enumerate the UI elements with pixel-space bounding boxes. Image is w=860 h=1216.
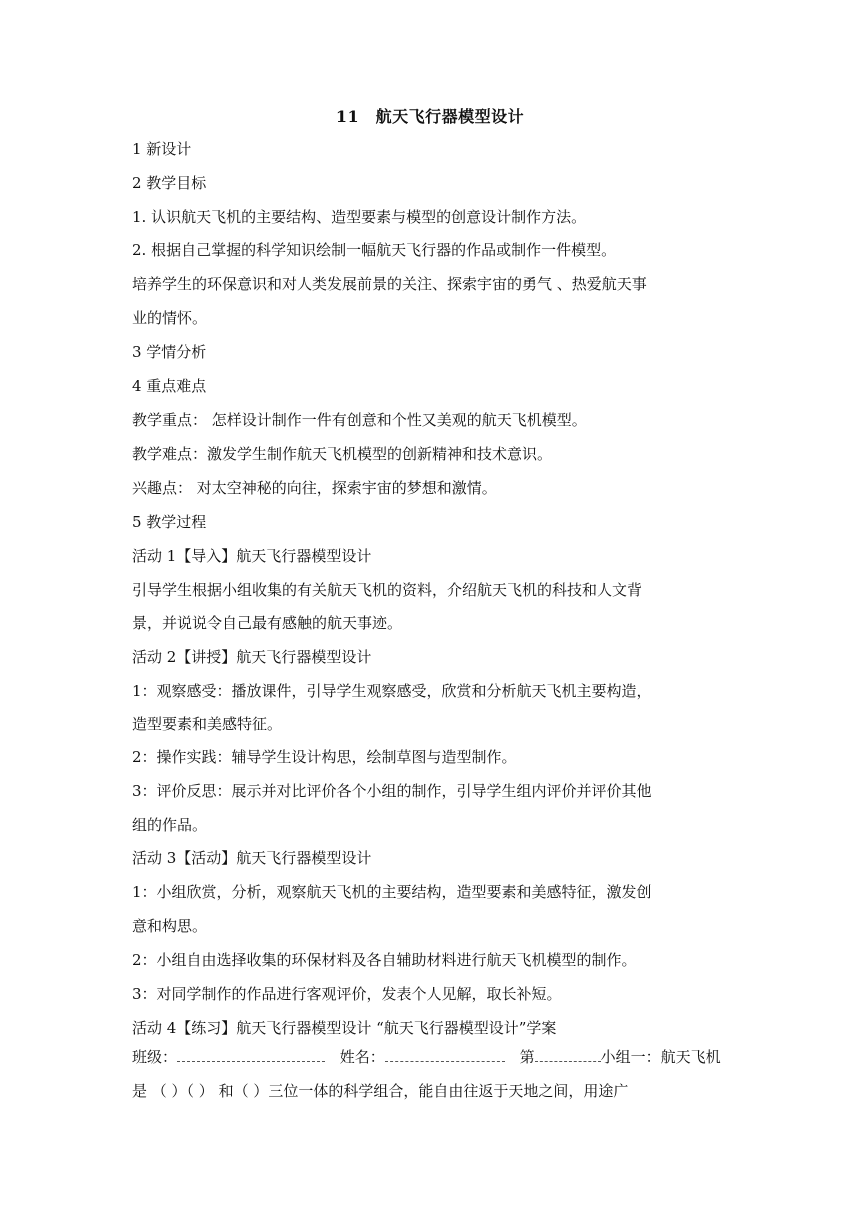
text-line: 3：对同学制作的作品进行客观评价，发表个人见解，取长补短。: [132, 985, 562, 1003]
text-line: 引导学生根据小组收集的有关航天飞机的资料，介绍航天飞机的科技和人文背: [132, 581, 643, 599]
text-line: 活动 4【练习】航天飞行器模型设计 “航天飞行器模型设计”学案: [132, 1019, 557, 1037]
text-line: 1：小组欣赏，分析，观察航天飞机的主要结构，造型要素和美感特征，激发创: [132, 883, 652, 901]
text-line: 1 新设计: [132, 140, 192, 158]
text-line: 意和构思。: [132, 917, 208, 935]
text-line: 景，并说说令自己最有感触的航天事迹。: [132, 614, 403, 632]
text-line: 活动 2【讲授】航天飞行器模型设计: [132, 648, 372, 666]
group-prefix: 第: [519, 1048, 535, 1066]
text-line: 4 重点难点: [132, 377, 207, 395]
text-line: 是 （ ）（ ） 和（ ）三位一体的科学组合，能自由往返于天地之间，用途广: [132, 1082, 629, 1100]
name-blank[interactable]: [385, 1047, 505, 1062]
text-line: 活动 1【导入】航天飞行器模型设计: [132, 547, 372, 565]
name-label: 姓名：: [339, 1048, 385, 1066]
worksheet-form-line: [132, 1045, 732, 1069]
text-line: 1. 认识航天飞机的主要结构、造型要素与模型的创意设计制作方法。: [132, 208, 587, 226]
text-line: 2. 根据自己掌握的科学知识绘制一幅航天飞行器的作品或制作一件模型。: [132, 241, 617, 259]
text-line: 2：操作实践：辅导学生设计构思，绘制草图与造型制作。: [132, 748, 517, 766]
group-blank[interactable]: [535, 1047, 601, 1062]
document-title: 11 航天飞行器模型设计: [335, 107, 525, 126]
text-line: 3 学情分析: [132, 343, 207, 361]
text-line: 活动 3【活动】航天飞行器模型设计: [132, 849, 372, 867]
text-line: 教学重点： 怎样设计制作一件有创意和个性又美观的航天飞机模型。: [132, 411, 587, 429]
text-line: 组的作品。: [132, 816, 208, 834]
class-blank[interactable]: [177, 1047, 325, 1062]
text-line: 兴趣点： 对太空神秘的向往，探索宇宙的梦想和激情。: [132, 479, 497, 497]
text-line: 2：小组自由选择收集的环保材料及各自辅助材料进行航天飞机模型的制作。: [132, 951, 637, 969]
text-line: 1：观察感受：播放课件，引导学生观察感受，欣赏和分析航天飞机主要构造，: [132, 682, 652, 700]
text-line: 2 教学目标: [132, 174, 207, 192]
group-rest: 小组一：航天飞机: [600, 1048, 721, 1066]
text-line: 5 教学过程: [132, 513, 207, 531]
text-line: 业的情怀。: [132, 309, 208, 327]
text-line: 教学难点：激发学生制作航天飞机模型的创新精神和技术意识。: [132, 445, 553, 463]
text-line: 造型要素和美感特征。: [132, 715, 283, 733]
text-line: 培养学生的环保意识和对人类发展前景的关注、探索宇宙的勇气 、热爱航天事: [132, 275, 647, 293]
text-line: 3：评价反思：展示并对比评价各个小组的制作，引导学生组内评价并评价其他: [132, 782, 652, 800]
class-label: 班级：: [132, 1048, 178, 1066]
